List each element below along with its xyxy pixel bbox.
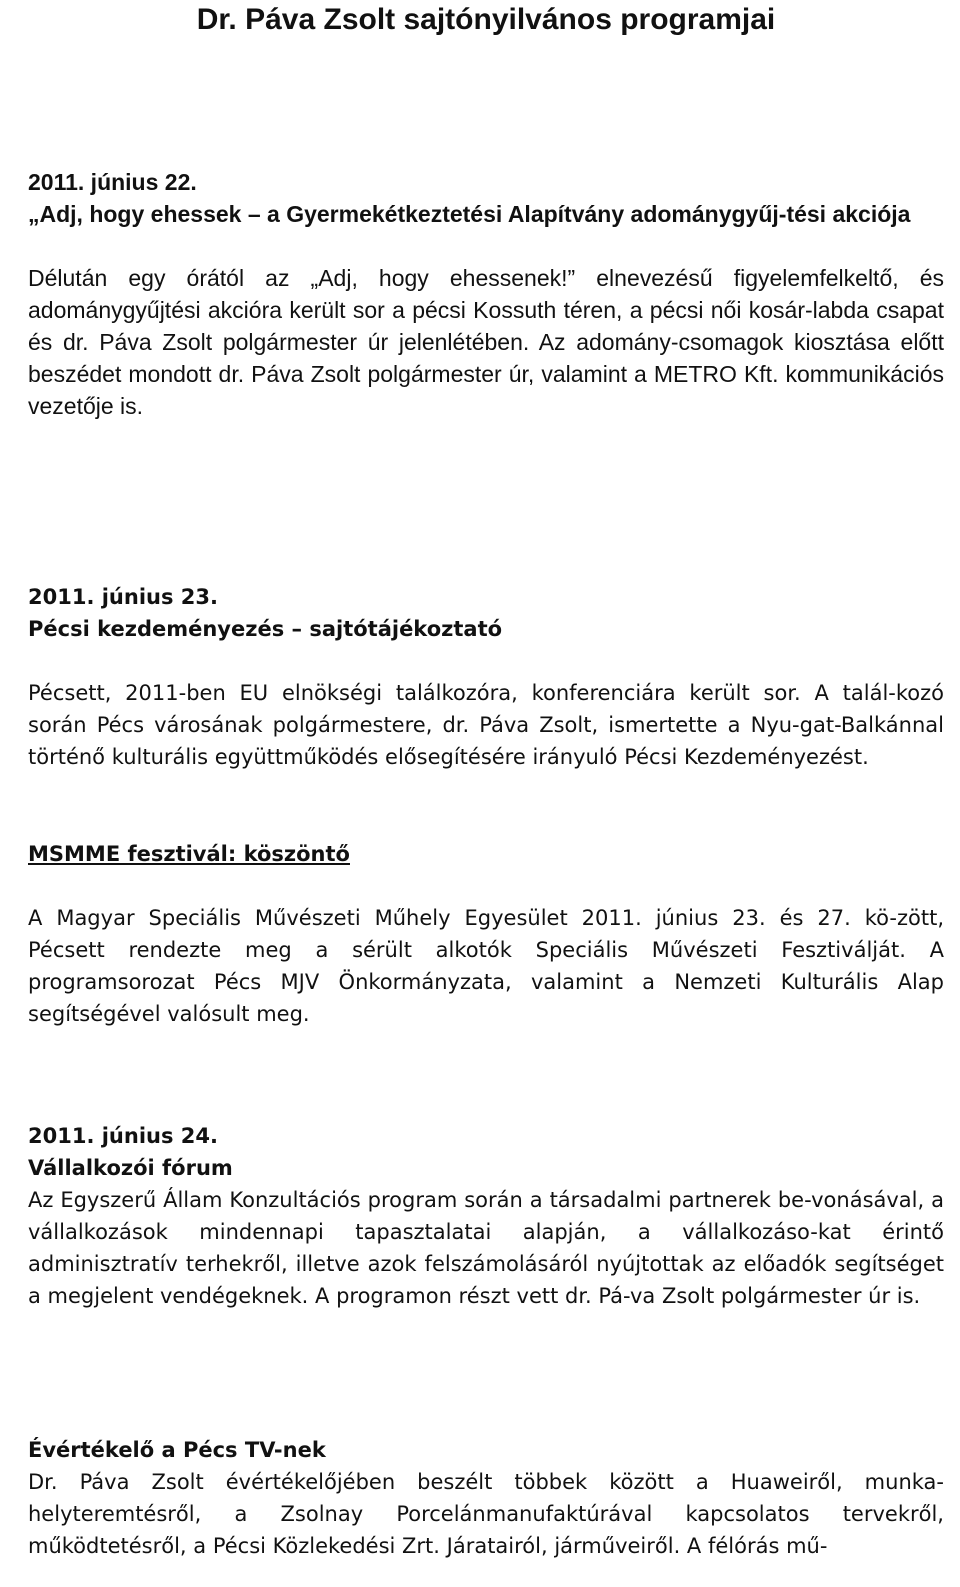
entry-text: Az Egyszerű Állam Konzultációs program során a társadalmi partnerek be-vonásával, a vállalkozások mindennapi tapasztalatai alapján, a vállalkozáso-kat érintő adminisztratív terhekről, illetve azok felszámolásáról nyújtottak az előadók segítséget a megjelent vendégeknek. A programon részt vett dr. Pá-va Zsolt polgármester úr is. — [28, 1188, 944, 1308]
entry-text: Délután egy órától az „Adj, hogy ehessenek!” elnevezésű figyelemfelkeltő, és adománygyűjtési akcióra került sor a pécsi Kossuth téren, a pécsi női kosár-labda csapat és dr. Páva Zsolt polgármester úr jelenlétében. Az adomány-csomagok kiosztása előtt beszédet mondott dr. Páva Zsolt polgármester úr, valamint a METRO Kft. kommunikációs vezetője is. — [28, 265, 944, 419]
entry-date: 2011. június 22. — [28, 169, 197, 195]
entry-text: Pécsett, 2011-ben EU elnökségi találkozóra, konferenciára került sor. A talál-kozó során Pécs városának polgármestere, dr. Páva Zsolt, ismertette a Nyu-gat-Balkánnal történő kulturális együttműködés elősegítésére irányuló Pécsi Kezdeményezést. — [28, 681, 944, 769]
entry-text: A Magyar Speciális Művészeti Műhely Egyesület 2011. június 23. és 27. kö-zött, Pécsett rendezte meg a sérült alkotók Speciális Művészeti Fesztiválját. A programsorozat Pécs MJV Önkormányzata, valamint a Nemzeti Kulturális Alap segítségével valósult meg. — [28, 906, 944, 1026]
entry-heading: MSMME fesztivál: köszöntő — [28, 842, 350, 866]
program-entry-pecs-tv — [28, 1434, 944, 1562]
entry-heading: Évértékelő a Pécs TV-nek — [28, 1438, 326, 1462]
entry-date: 2011. június 23. — [28, 585, 218, 609]
entry-heading: „Adj, hogy ehessek – a Gyermekétkeztetési Alapítvány adománygyűj-tési akciója — [28, 201, 911, 227]
program-entry-june-24 — [28, 1120, 944, 1312]
program-entry-msmme — [28, 838, 944, 1030]
entry-text: Dr. Páva Zsolt évértékelőjében beszélt többek között a Huaweiről, munka-helyteremtésről, a Zsolnay Porcelánmanufaktúrával kapcsolatos tervekről, működtetésről, a Pécsi Közlekedési Zrt. Járatairól, járműveiről. A félórás mű- — [28, 1470, 944, 1558]
entry-heading: Vállalkozói fórum — [28, 1156, 233, 1180]
program-entry-june-23 — [28, 581, 944, 773]
program-entry-june-22 — [28, 166, 944, 422]
page-title: Dr. Páva Zsolt sajtónyilvános programjai — [196, 3, 776, 36]
entry-date: 2011. június 24. — [28, 1124, 218, 1148]
entry-heading: Pécsi kezdeményezés – sajtótájékoztató — [28, 617, 503, 641]
